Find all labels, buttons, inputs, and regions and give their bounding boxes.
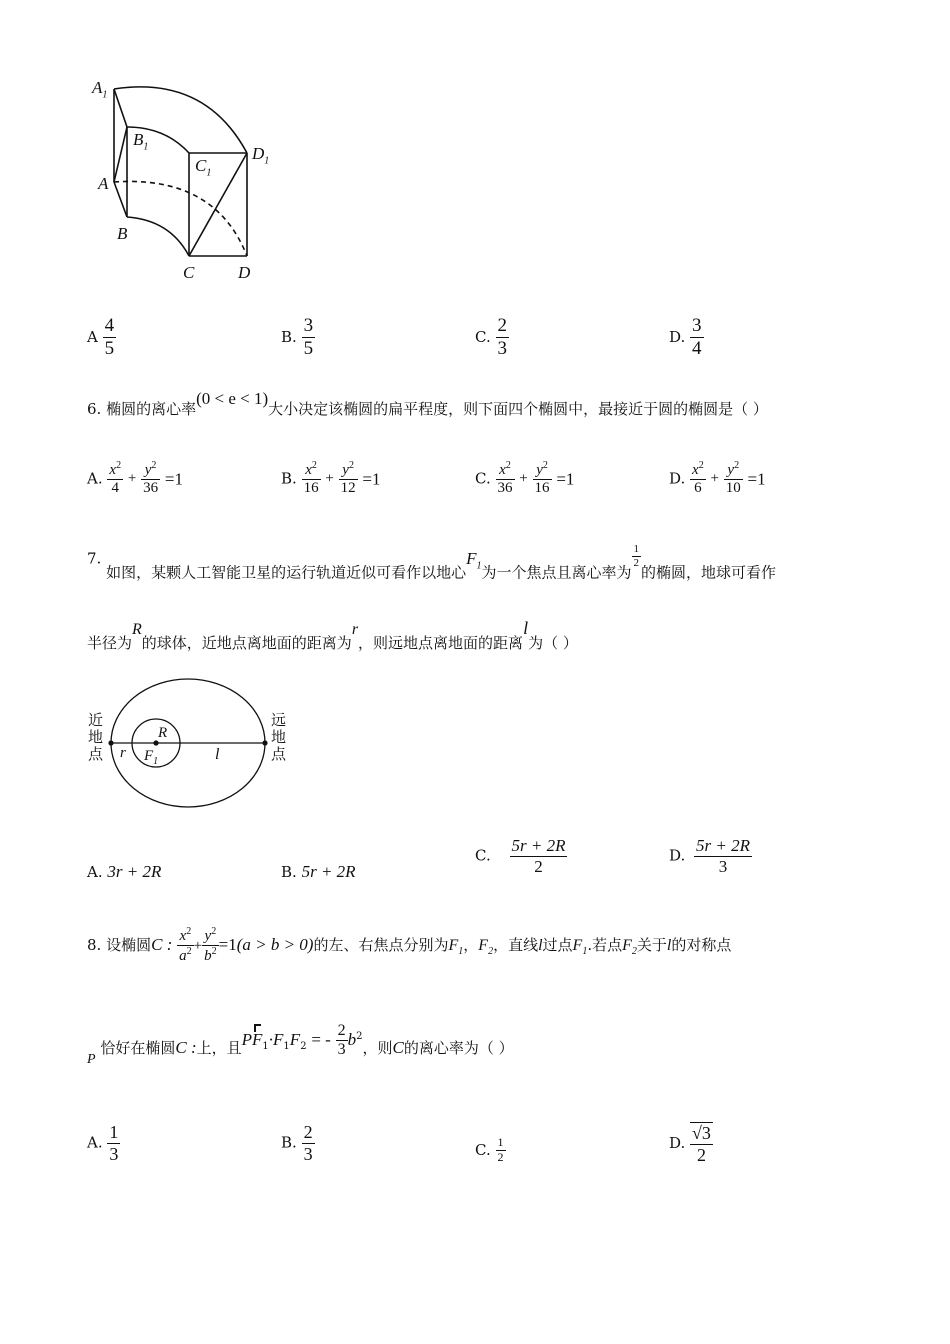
q5-option-d[interactable]: D. $\frac{3}{4}$ [669, 315, 702, 359]
label-A: A [98, 174, 109, 193]
label-C1: $C_1$ [195, 156, 212, 179]
far-point-label: 远 地 点 [271, 711, 287, 763]
q5-option-b[interactable]: B. $\frac{3}{5}$ [281, 315, 314, 359]
q8-option-c[interactable]: C. $\frac{1}{2}$ [475, 1135, 504, 1164]
q8-stem-line2: P 恰好在椭圆C :上，且$PF_1\cdot F_1F_2$ = - $\frac{2}{3}$ $b^2$，则C的离心率为（ ） [87, 1022, 514, 1067]
near-point-label: 近 地 点 [88, 711, 104, 763]
q7-option-b[interactable]: B. 5r + 2R [281, 862, 356, 881]
q8-option-b[interactable]: B. $\frac{2}{3}$ [281, 1122, 313, 1164]
q7-option-c[interactable]: C. $\frac{5r + 2R}{2}$ [475, 836, 566, 876]
q7-stem-line1: 7. 如图，某颗人工智能卫星的运行轨道近似可看作以地心$F_1$为一个焦点且离心率为 $\frac{1}{2}$ 的椭圆，地球可看作 [87, 543, 777, 582]
prism-figure [85, 75, 285, 285]
q6-option-c[interactable]: C. $\frac{x^2}{36}$ + $\frac{y^2}{16}$ =1 [475, 460, 575, 497]
q8-option-d[interactable]: D. $\frac{√3}{2}$ [669, 1123, 711, 1165]
label-A1: $A_1$ [92, 78, 108, 101]
q6-stem: 6. 椭圆的离心率(0 < e < 1)大小决定该椭圆的扁平程度，则下面四个椭圆中，最接近于圆的椭圆是（ ） [87, 389, 768, 418]
q6-option-a[interactable]: A. $\frac{x^2}{4}$ + $\frac{y^2}{36}$ =1 [87, 460, 183, 497]
q6-option-b[interactable]: B. $\frac{x^2}{16}$ + $\frac{y^2}{12}$ =1 [281, 460, 381, 497]
fig-R-label: R [158, 725, 168, 741]
label-B: B [117, 224, 128, 243]
fig-l-label: l [215, 746, 220, 763]
q8-option-a[interactable]: A. $\frac{1}{3}$ [87, 1122, 119, 1164]
label-D: D [238, 263, 251, 282]
label-D1: $D_1$ [252, 144, 270, 167]
fig-F1-label: $F_1$ [144, 748, 159, 767]
orbit-figure [85, 672, 295, 812]
q7-option-a[interactable]: A. 3r + 2R [87, 862, 162, 881]
label-B1: $B_1$ [133, 130, 149, 153]
q8-stem-line1: 8. 设椭圆C : $\frac{x^2}{a^2}$ + $\frac{y^2}{b^2}$ =1(a > b > 0)的左、右焦点分别为$F_1$，$F_2$，直线l过点$F_1$.若点$F_2$关于l的对称点 [87, 926, 732, 965]
q5-option-a[interactable]: A $\frac{4}{5}$ [87, 315, 115, 359]
q6-option-d[interactable]: D. $\frac{x^2}{6}$ + $\frac{y^2}{10}$ =1 [669, 460, 766, 497]
q7-stem-line2: 半径为R的球体，近地点离地面的距离为r，则远地点离地面的距离l为（ ） [87, 618, 578, 652]
fig-r-label: r [120, 745, 126, 761]
label-C: C [183, 263, 195, 282]
vector-arrow-mark [254, 1024, 261, 1032]
q7-option-d[interactable]: D. $\frac{5r + 2R}{3}$ [669, 836, 751, 876]
q5-option-c[interactable]: C. $\frac{2}{3}$ [475, 315, 507, 359]
